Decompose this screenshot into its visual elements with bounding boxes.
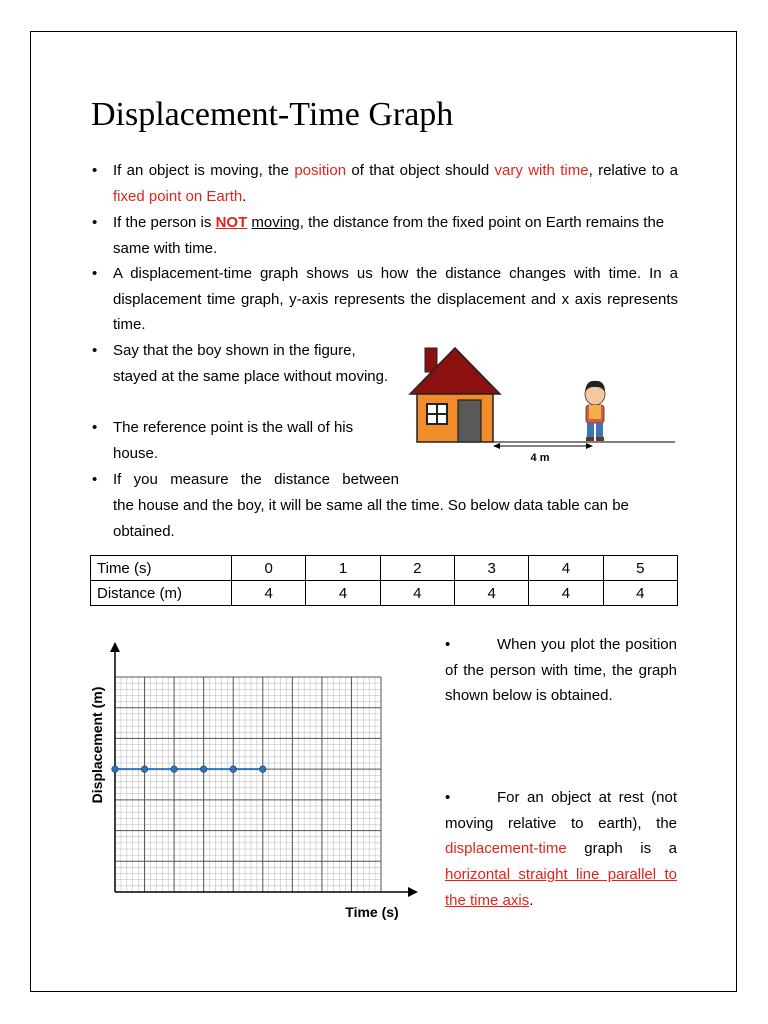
text: If the person is [113,214,216,231]
table-cell: 0 [232,556,306,581]
table-cell: 2 [380,556,454,581]
table-cell: 3 [454,556,528,581]
right-text-rest [445,785,677,914]
table-cell: 4 [380,581,454,606]
text: . [529,891,534,909]
x-axis-label: Time (s) [345,904,399,920]
text: graph is a [566,840,677,858]
house-boy-illustration [405,340,680,470]
y-axis-arrow [110,642,120,652]
data-point [230,766,236,772]
house-door [458,400,481,442]
bullet-boy-stays: • Say that the boy shown in the figure, stayed at the same place without moving. [113,338,393,389]
data-point [200,766,206,772]
boy-figure [585,381,605,441]
right-bullet-glyph-1: • [445,636,451,653]
data-point [171,766,177,772]
text: of that object should [346,162,495,179]
table-cell: 4 [454,581,528,606]
table-cell: 1 [306,556,380,581]
table-cell: 4 [232,581,306,606]
highlight-horizontal-line: horizontal straight line parallel to the time axis [445,866,677,909]
right-text-plot: When you plot the position of the person with time, the graph shown below is obtained. [445,636,677,705]
text: . [242,187,247,205]
data-point [260,766,266,772]
table-cell: 4 [529,581,603,606]
text: For an object at rest (not moving relative to earth), the [445,789,677,832]
text: , the distance from the fixed point on Earth remains the same with time. [113,214,665,257]
data-point [112,766,118,772]
table-row-time [91,556,678,581]
bullet-moving-object [113,158,678,209]
house-roof [410,348,500,394]
table-cell: 4 [306,581,380,606]
distance-label: 4 m [530,452,550,464]
underlined-moving: moving [251,214,300,231]
x-axis-arrow [408,887,418,897]
data-point [141,766,147,772]
displacement-time-chart [85,640,420,935]
bullet-reference-point: • The reference point is the wall of his house. [113,415,393,466]
bullet-not-moving [113,210,683,261]
table-row-header: Time (s) [91,556,232,581]
table-row-header: Distance (m) [91,581,232,606]
highlight-not: NOT [215,214,248,231]
table-cell: 4 [529,556,603,581]
data-table [90,555,678,606]
page-title: Displacement-Time Graph [91,96,454,133]
highlight-displacement-time: displacement-time [445,840,567,858]
right-bullet-glyph-2: • [445,789,451,806]
chart-grid [115,677,381,892]
bullet-measure-distance: • If you measure the distance between [113,467,399,493]
highlight-vary-with-time: vary with time [494,162,589,179]
table-cell: 5 [603,556,677,581]
table-cell: 4 [603,581,677,606]
text: If an object is moving, the [113,162,295,179]
bullet-graph-definition: • A displacement-time graph shows us how the distance changes with time. In a displacement time graph, y-axis represents the displacement and x axis represents time. [113,261,678,338]
text: , relative to a [588,162,678,179]
highlight-fixed-point: fixed point on Earth [113,187,243,205]
table-row-distance [91,581,678,606]
highlight-position: position [294,162,347,179]
y-axis-label: Displacement (m) [89,686,105,804]
bullet-measure-distance-cont: the house and the boy, it will be same all the time. So below data table can be obtained. [113,497,629,540]
